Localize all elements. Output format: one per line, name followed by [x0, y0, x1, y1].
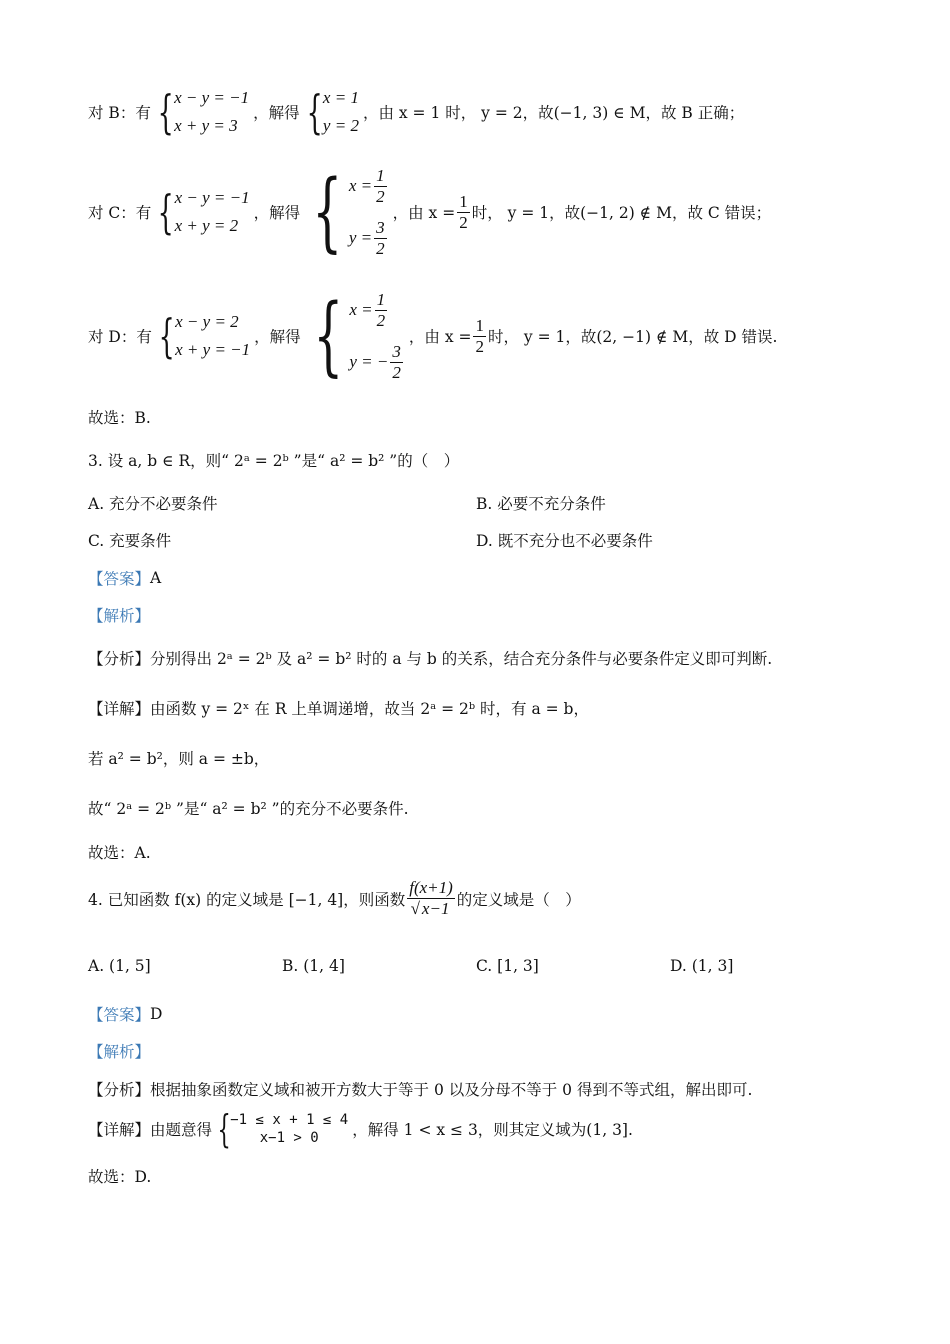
q4-answer-line [88, 1003, 162, 1025]
q3-option-d: D. 既不充分也不必要条件 [476, 532, 653, 550]
q4-ineq1: −1 ≤ x + 1 ≤ 4 [230, 1112, 349, 1128]
q3-detail-tag: 【详解】 [88, 700, 151, 718]
case-d-after2: 时， y = 1，故(2, −1) ∉ M，故 D 错误. [487, 328, 778, 346]
case-c-system: { x − y = −1 x + y = 2 [157, 185, 250, 239]
case-d-sol2-frac: $\frac{3}{2}$ [392, 341, 401, 382]
case-d-line [88, 284, 777, 388]
q4-answer-tag: 【答案】 [88, 1006, 151, 1024]
case-d-after1: ，由 x = [408, 328, 472, 346]
case-c-line [88, 160, 771, 264]
case-c-eq2: x + y = 2 [174, 216, 239, 235]
case-d-after-frac: $\frac{1}{2}$ [475, 315, 484, 356]
q4-stem-post: 的定义域是（ ） [456, 890, 581, 909]
q3-fx-tag: 【分析】 [88, 650, 151, 668]
q4-ineq2: x−1 > 0 [259, 1130, 319, 1146]
q3-analysis-tag: 【解析】 [88, 607, 151, 625]
case-d-solution: { x = $\frac{1}{2}$ y = − $\frac{3}{2}$ [312, 286, 401, 386]
case-c-sol2-frac: $\frac{3}{2}$ [376, 217, 385, 258]
case-d-sol1-frac: $\frac{1}{2}$ [376, 289, 386, 330]
q4-option-d: D. (1, 3] [670, 957, 734, 975]
q4-answer: D [150, 1005, 163, 1023]
q3-option-a: A. 充分不必要条件 [88, 495, 218, 513]
case-c-eq1: x − y = −1 [174, 188, 250, 207]
case-c-after1: ，由 x = [392, 204, 456, 222]
choice-2: 故选：B. [88, 409, 151, 427]
q4-ineq-system: { −1 ≤ x + 1 ≤ 4 x−1 > 0 [217, 1107, 349, 1151]
case-b-eq2: x + y = 3 [174, 116, 238, 135]
q4-stem [88, 878, 581, 919]
q3-stem: 3. 设 a, b ∈ R，则“ 2ᵃ = 2ᵇ ”是“ a² = b² ”的（ ） [88, 452, 460, 470]
case-c-after-frac: $\frac{1}{2}$ [459, 191, 468, 232]
q4-choice: 故选：D. [88, 1168, 152, 1186]
q3-line3: 故“ 2ᵃ = 2ᵇ ”是“ a² = b² ”的充分不必要条件. [88, 800, 409, 818]
case-b-after: ，由 x = 1 时， y = 2，故(−1, 3) ∈ M，故 B 正确； [362, 104, 745, 122]
q3-detail: 由函数 y = 2ˣ 在 R 上单调递增，故当 2ᵃ = 2ᵇ 时，有 a = b， [150, 700, 589, 718]
case-b-prefix: 对 B：有 [88, 104, 151, 122]
case-d-eq1: x − y = 2 [175, 312, 239, 331]
q4-analysis-tag: 【解析】 [88, 1043, 151, 1061]
case-c-solution: { x = $\frac{1}{2}$ y = $\frac{3}{2}$ [312, 162, 385, 262]
case-d-system: { x − y = 2 x + y = −1 [158, 309, 251, 363]
q3-line2: 若 a² = b²，则 a = ±b， [88, 750, 270, 768]
case-d-eq2: x + y = −1 [175, 340, 251, 359]
case-b-solution: { x = 1 y = 2 [306, 85, 359, 139]
q4-detail-post: ，解得 1 < x ≤ 3，则其定义域为(1, 3]. [352, 1121, 633, 1139]
q4-fx-tag: 【分析】 [88, 1081, 151, 1099]
case-c-mid: ，解得 [253, 204, 301, 222]
q4-fraction-num: f(x+1) [409, 878, 453, 897]
case-b-mid: ，解得 [253, 104, 300, 122]
case-c-after2: 时， y = 1，故(−1, 2) ∉ M，故 C 错误； [471, 204, 772, 222]
q4-option-b: B. (1, 4] [282, 957, 345, 975]
case-b-system: { x − y = −1 x + y = 3 [157, 85, 250, 139]
case-c-prefix: 对 C：有 [88, 204, 152, 222]
q4-detail-line [88, 1107, 633, 1151]
q3-option-c: C. 充要条件 [88, 532, 172, 550]
case-b-sol2: y = 2 [322, 116, 359, 135]
case-c-sol1-frac: $\frac{1}{2}$ [376, 165, 385, 206]
q4-option-a: A. (1, 5] [88, 957, 151, 975]
q4-analysis-line [88, 1078, 752, 1100]
q3-option-b: B. 必要不充分条件 [476, 495, 606, 513]
q4-fx: 根据抽象函数定义域和被开方数大于等于 0 以及分母不等于 0 得到不等式组，解出即可. [150, 1081, 753, 1099]
case-d-mid: ，解得 [254, 328, 301, 346]
q3-answer-tag: 【答案】 [88, 570, 151, 588]
case-b-line [88, 84, 744, 140]
q3-fx: 分别得出 2ᵃ = 2ᵇ 及 a² = b² 时的 a 与 b 的关系，结合充分条件与必要条件定义即可判断. [150, 650, 773, 668]
q3-answer: A [150, 569, 162, 587]
q3-answer-line [88, 567, 161, 589]
case-b-sol1: x = 1 [322, 88, 359, 107]
q4-stem-pre: 4. 已知函数 f(x) 的定义域是 [−1, 4]，则函数 [88, 890, 406, 909]
case-d-prefix: 对 D：有 [88, 328, 152, 346]
q4-detail-tag: 【详解】 [88, 1121, 151, 1139]
q3-detail-line [88, 697, 589, 719]
q4-detail-pre: 由题意得 [150, 1121, 213, 1139]
case-b-eq1: x − y = −1 [174, 88, 250, 107]
q4-option-c: C. [1, 3] [476, 957, 539, 975]
q3-choice: 故选：A. [88, 844, 151, 862]
q3-analysis-line [88, 647, 772, 669]
q4-fraction-den: x−1 [421, 899, 450, 918]
q4-fraction: $\frac{f(x+1)}{√ x-1}$ [409, 878, 453, 918]
